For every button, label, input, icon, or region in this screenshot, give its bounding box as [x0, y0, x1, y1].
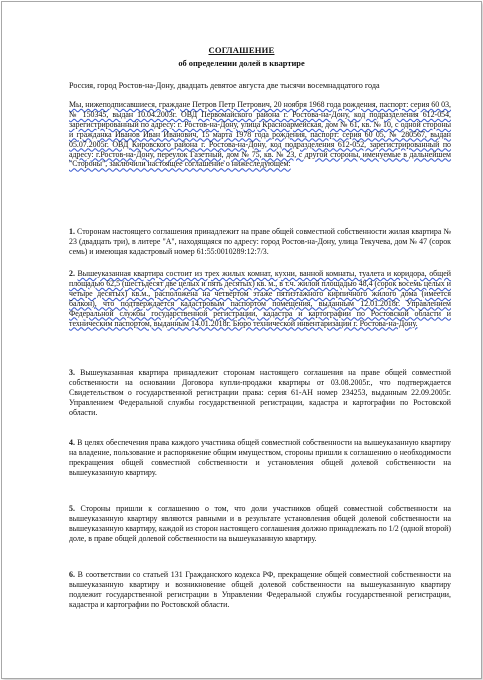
clause-text: Сторонам настоящего соглашения принадлежит на праве общей совместной собственности жилая квартира № 23 (двадцать три), в литере "А", находящаяся по адресу: город Ростов-на-Дону, улица Текучева, дом № 47 (сорок семь) и имеющая кадастровый номер 61:55:0010289:12:7/3. — [69, 227, 451, 256]
document-title: СОГЛАШЕНИЕ — [208, 45, 275, 55]
clause-number: 6. — [69, 570, 75, 579]
clause-text: Вышеуказанная квартира принадлежит сторонам настоящего соглашения на праве общей совместной собственности на основании Договора купли-продажи квартиры от 03.08.2005г., что подтверждается Свидетельством о государственной регистрации права: серия 61-АН номер 234253, выданным 22.09.2005г. Управлением Федеральной службы государственной регистрации, кадастра и картографии по Ростовской области. — [69, 368, 451, 417]
clause-number: 1. — [69, 227, 75, 236]
clause-4 — [69, 438, 451, 478]
document-preamble: Россия, город Ростов-на-Дону, двадцать девятое августа две тысячи восемнадцатого года — [69, 81, 380, 90]
clause-text: Вышеуказанная квартира состоит из трех жилых комнат, кухни, ванной комнаты, туалета и коридора, общей площадью 62,5 (шестьдесят две целых и пять десятых) кв. м., в т.ч. жилой площадью 48,4 (сорок восемь целых и четыре десятых) кв.м., расположена на четвертом этаже пятиэтажного кирпичного жилого дома (имеется балкон), что подтверждается кадастровым паспортом помещения, выданным 12.01.2018г. Управлением Федеральной службы государственной регистрации, кадастра и картографии по Ростовской области и техническим паспортом, выданным 14.01.2018г. Бюро технической инвентаризации г. Ростова-на-Дону. — [69, 269, 451, 328]
clause-number: 3. — [69, 368, 75, 377]
parties-text: Мы, нижеподписавшиеся, граждане Петров Петр Петрович, 20 ноября 1968 года рождения, паспорт: серия 60 03, № 150345, выдан 10.04.2003г. ОВД Первомайского района г. Ростова-на-Дону, код подразделения 612-054, зарегистрированный по адресу: г. Ростов-на-Дону, улица Красноармейская, дом № 61, кв. № 10, с одной стороны и гражданка Иванов Иван Иванович, 15 марта 1978 года рождения, паспорт: серия 60 05, № 280567, выдан 05.07.2005г. ОВД Кировского района г. Ростова-на-Дону, код подразделения 612-052, зарегистрированный по адресу: г.Ростов-на-Дону, переулок Газетный, дом № 75, кв. № 23, с другой стороны, именуемые в дальнейшем "Стороны", заключили настоящее соглашение о нижеследующем: — [69, 100, 451, 169]
clause-text: В целях обеспечения права каждого участника общей совместной собственности на вышеуказанную квартиру на владение, пользование и распоряжение общим имуществом, стороны пришли к соглашению о необходимости прекращения общей совместной собственности и установления общей долевой собственности на вышеуказанную квартиру. — [69, 438, 451, 477]
clause-5 — [69, 504, 451, 544]
clause-1 — [69, 227, 451, 257]
clause-number: 2. — [69, 269, 75, 278]
clause-text: В соответствии со статьей 131 Гражданского кодекса РФ, прекращение общей совместной собственности на вышеуказанную квартиру и возникновение общей долевой собственности на вышеуказанную квартиру подлежит государственной регистрации в Управлении Федеральной службы государственной регистрации, кадастра и картографии по Ростовской области. — [69, 570, 451, 609]
parties-paragraph — [69, 100, 451, 169]
clause-number: 4. — [69, 438, 75, 447]
document-subtitle: об определении долей в квартире — [178, 59, 305, 68]
clause-number: 5. — [69, 504, 75, 513]
clause-2 — [69, 269, 451, 328]
clause-3 — [69, 368, 451, 418]
document-page — [1, 1, 482, 679]
clause-6 — [69, 570, 451, 610]
clause-text: Стороны пришли к соглашению о том, что доли участников общей совместной собственности на вышеуказанную квартиру являются равными и в результате установления общей долевой собственности на вышеуказанную квартиру, каждой из сторон настоящего соглашения должно принадлежать по 1/2 (одной второй) доле, в праве общей долевой собственности на вышеуказанную квартиру. — [69, 504, 451, 543]
